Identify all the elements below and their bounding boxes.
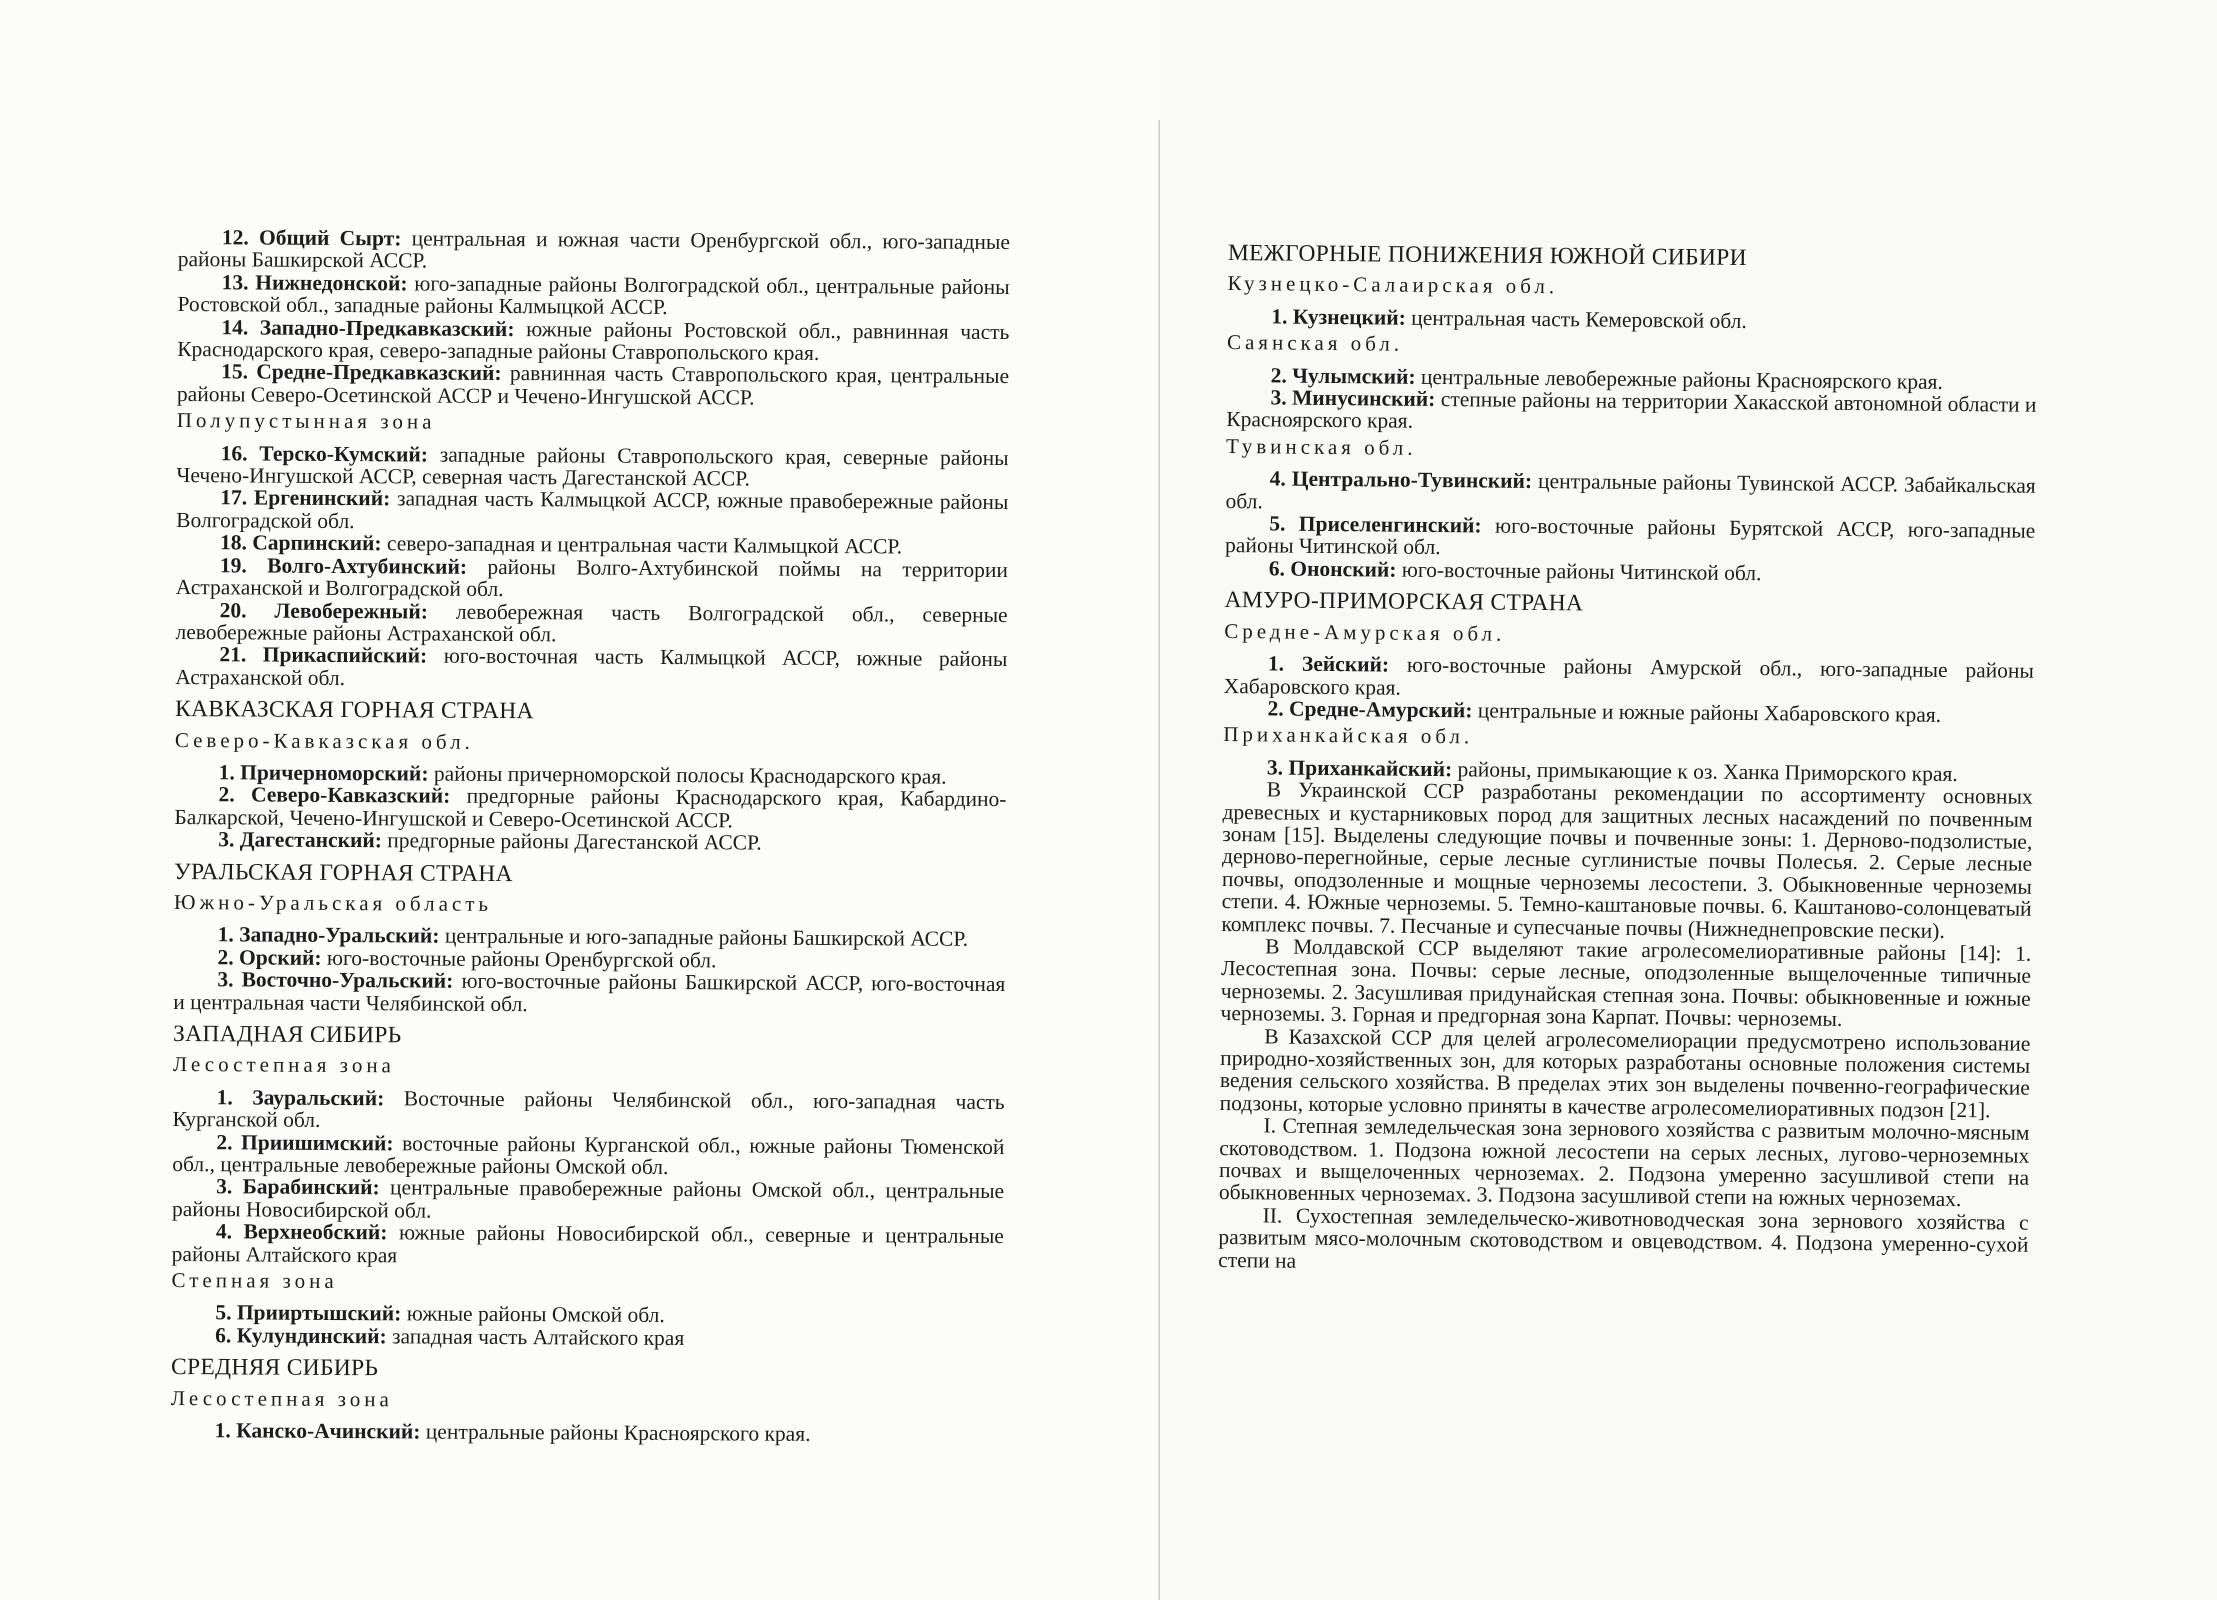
region-name: 21. Прикаспийский: [219,642,428,668]
region-name: 2. Северо-Кавказский: [218,782,451,809]
subsection-heading: Приханкайская обл. [1223,722,1474,749]
region-description: предгорные районы Дагестанской АССР. [381,828,762,855]
region-entry [176,442,1008,492]
region-description: районы Волго-Ахтубинской поймы на территории Астраханской и Волгоградской обл. [175,554,1008,602]
region-name: 1. Зауральский: [216,1085,385,1111]
region-name: 15. Средне-Предкавказский: [221,359,502,386]
region-name: 3. Минусинский: [1270,385,1436,412]
region-name: 20. Левобережный: [219,597,429,624]
region-name: 2. Средне-Амурский: [1267,696,1473,723]
body-paragraph: В Украинской ССР разработаны рекомендации по ассортименту основных древесных и кустарниковых пород для защитных лесных насаждений по почвенным зонам [15]. Выделены следующие почвы и почвенные зоны: 1. Дерново-подзолистые, дерново-перегнойные, серые лесные суглинистые почвы Полесья. 2. Серые лесные почвы, оподзоленные и мощные черноземы лесостепи. 3. Обыкновенные черноземы степи. 4. Южные черноземы. 5. Темно-каштановые почвы. 6. Каштаново-солонцеватый комплекс почвы. 7. Песчаные и супесчаные почвы (Нижнеднепровские пески). [1221,777,2033,943]
region-description: юго-восточная часть Калмыцкой АССР, южные районы Астраханской обл. [175,643,1008,690]
region-name: 1. Кузнецкий: [1271,304,1406,330]
right-page-text [1218,242,2038,1279]
region-entry [173,968,1005,1018]
region-name: 4. Верхнеобский: [215,1219,388,1245]
region-description: юго-западные районы Волгоградской обл., центральные районы Ростовской обл., западные районы Калмыцкой АССР. [177,271,1010,320]
subsection-heading: Тувинская обл. [1225,433,1417,460]
region-description: центральные и южные районы Хабаровского края. [1472,698,1942,727]
subsection-heading: Полупустынная зона [176,408,436,434]
region-description: центральные районы Тувинской АССР. Забайкальская обл. [1225,469,2036,514]
region-entry [178,226,1010,276]
region-description: юго-восточные районы Читинской обл. [1396,557,1762,586]
body-paragraph: I. Степная земледельческая зона зернового хозяйства с развитым молочно-мясным скотоводством. 1. Подзона южной лесостепи на серых лесных, лугово-черноземных почвах и выщелоченных черноземах. 2. Подзона умеренно засушливой степи на обыкновенных черноземах. 3. Подзона засушливой степи на южных черноземах. [1218,1113,2030,1212]
region-description: степные районы на территории Хакасской автономной области и Красноярского края. [1226,387,2037,434]
region-name: 4. Центрально-Тувинский: [1269,466,1533,494]
region-description: предгорные районы Краснодарского края, Кабардино-Балкарской, Чечено-Ингушской и Северо-Осетинской АССР. [174,784,1007,833]
region-name: 1. Зейский: [1267,651,1390,677]
region-description: равнинная часть Ставропольского края, центральные районы Северо-Осетинской АССР и Чечено-Ингушской АССР. [176,361,1010,410]
region-description: районы причерноморской полосы Краснодарского края. [428,761,947,789]
region-description: Восточные районы Челябинской обл., юго-западная часть Курганской обл. [172,1086,1005,1133]
region-description: южные районы Новосибирской обл., северные и центральные районы Алтайского края [171,1220,1004,1268]
region-description: центральная и южная части Оренбургской обл., юго-западные районы Башкирской АССР. [177,226,1010,273]
subsection-heading: Южно-Уральская область [173,889,493,916]
region-description: центральные районы Красноярского края. [420,1419,811,1446]
region-name: 14. Западно-Предкавказский: [221,314,515,341]
region-description: южные районы Ростовской обл., равнинная часть Краснодарского края, северо-западные районы Ставропольского края. [177,316,1010,365]
body-paragraph: В Казахской ССР для целей агролесомелиорации предусмотрено использование природно-хозяйственных зон, для которых разработаны основные положения системы ведения сельского хозяйства. В пределах этих зон выделены почвенно-географические подзоны, которые условно приняты в качестве агролесомелиоративных подзон [21]. [1219,1023,2031,1123]
section-heading: АМУРО-ПРИМОРСКАЯ СТРАНА [1224,587,1584,617]
section-heading: СРЕДНЯЯ СИБИРЬ [170,1354,379,1382]
region-name: 1. Канско-Ачинский: [214,1418,421,1444]
region-description: центральные и юго-западные районы Башкирской АССР. [439,923,969,952]
region-name: 3. Барабинский: [216,1174,380,1200]
region-description: западные районы Ставропольского края, северные районы Чечено-Ингушской АССР, северная часть Дагестанской АССР. [176,442,1009,491]
region-description: юго-восточные районы Башкирской АССР, юго-восточная и центральная части Челябинской обл. [173,968,1006,1016]
region-entry [177,316,1009,366]
region-description: левобережная часть Волгоградской обл., северные левобережные районы Астраханской обл. [175,599,1008,647]
region-name: 16. Терско-Кумский: [220,440,429,467]
right-page [1160,0,2217,1600]
region-name: 13. Нижнедонской: [221,270,408,296]
region-description: восточные районы Курганской обл., южные районы Тюменской обл., центральные левобережные районы Омской обл. [172,1130,1005,1180]
region-description: центральные правобережные районы Омской обл., центральные районы Новосибирской обл. [171,1175,1005,1223]
region-name: 12. Общий Сырт: [221,225,402,251]
region-description: юго-восточные районы Амурской обл., юго-западные районы Хабаровского края. [1223,652,2035,700]
section-heading: КАВКАЗСКАЯ ГОРНАЯ СТРАНА [174,696,534,725]
region-name: 6. Кулундинский: [215,1323,387,1349]
region-entry [171,1324,1003,1351]
region-name: 5. Приселенгинский: [1269,511,1482,538]
region-entry [171,1419,1003,1446]
region-name: 18. Сарпинский: [219,530,382,556]
region-name: 1. Западно-Уральский: [217,922,440,948]
section-heading: ЗАПАДНАЯ СИБИРЬ [172,1020,402,1049]
subsection-heading: Лесостепная зона [172,1052,395,1078]
region-description: северо-западная и центральная части Калмыцкой АССР. [381,531,903,559]
region-entry [177,360,1009,410]
region-description: юго-восточные районы Оренбургской обл. [321,945,717,973]
region-entry [172,1086,1004,1136]
region-description: юго-восточные районы Бурятской АССР, юго-западные районы Читинской обл. [1224,513,2036,560]
region-description: западная часть Алтайского края [386,1324,685,1350]
region-name: 2. Приишимский: [216,1129,394,1155]
region-name: 5. Прииртышский: [215,1300,402,1326]
region-name: 1. Причерноморский: [218,760,429,786]
body-paragraph: В Молдавской ССР выделяют такие агролесомелиоративные районы [14]: 1. Лесостепная зона. Почвы: серые лесные, оподзоленные выщелоченные типичные черноземы. 2. Засушливая придунайская степная зона. Почвы: обыкновенные и южные черноземы. 3. Горная и предгорная зона Карпат. Почвы: черноземы. [1220,934,2032,1032]
subsection-heading: Лесостепная зона [170,1385,393,1412]
region-entry [176,554,1008,604]
region-description: западная часть Калмыцкой АССР, южные правобережные районы Волгоградской обл. [176,486,1009,533]
section-heading: МЕЖГОРНЫЕ ПОНИЖЕНИЯ ЮЖНОЙ СИБИРИ [1227,240,1747,271]
region-name: 6. Ононский: [1268,556,1397,582]
body-paragraph: II. Сухостепная земледельческо-животноводческая зона зернового хозяйства с развитым мясо-молочным скотоводством и овцеводством. 4. Подзона умеренно-сухой степи на [1218,1203,2029,1273]
subsection-heading: Кузнецко-Салаирская обл. [1227,271,1559,299]
region-description: южные районы Омской обл. [401,1301,665,1328]
region-name: 17. Ергенинский: [220,485,391,511]
region-description: центральная часть Кемеровской обл. [1405,305,1747,333]
subsection-heading: Степная зона [171,1268,338,1294]
region-name: 19. Волго-Ахтубинский: [219,552,468,579]
region-name: 3. Дагестанский: [218,827,383,853]
region-name: 3. Восточно-Уральский: [217,967,454,993]
region-description: районы, примыкающие к оз. Ханка Приморского края. [1452,756,1958,786]
region-entry [174,828,1006,855]
section-heading: УРАЛЬСКАЯ ГОРНАЯ СТРАНА [173,858,513,887]
region-entry [172,1175,1004,1225]
left-page-text [171,226,1010,1447]
subsection-heading: Северо-Кавказская обл. [174,727,474,754]
region-name: 2. Чулымский: [1270,363,1416,389]
region-description: центральные левобережные районы Красноярского края. [1415,364,1943,394]
region-entry [1226,386,2036,439]
region-entry [172,1220,1004,1270]
region-entry [176,486,1008,536]
region-entry [174,783,1006,833]
region-entry [177,271,1009,321]
region-name: 3. Приханкайский: [1266,755,1453,781]
region-entry [172,1131,1004,1181]
region-name: 2. Орский: [217,945,322,970]
region-entry [175,598,1007,648]
region-entry [175,643,1007,693]
subsection-heading: Саянская обл. [1226,330,1404,356]
subsection-heading: Средне-Амурская обл. [1224,618,1506,646]
